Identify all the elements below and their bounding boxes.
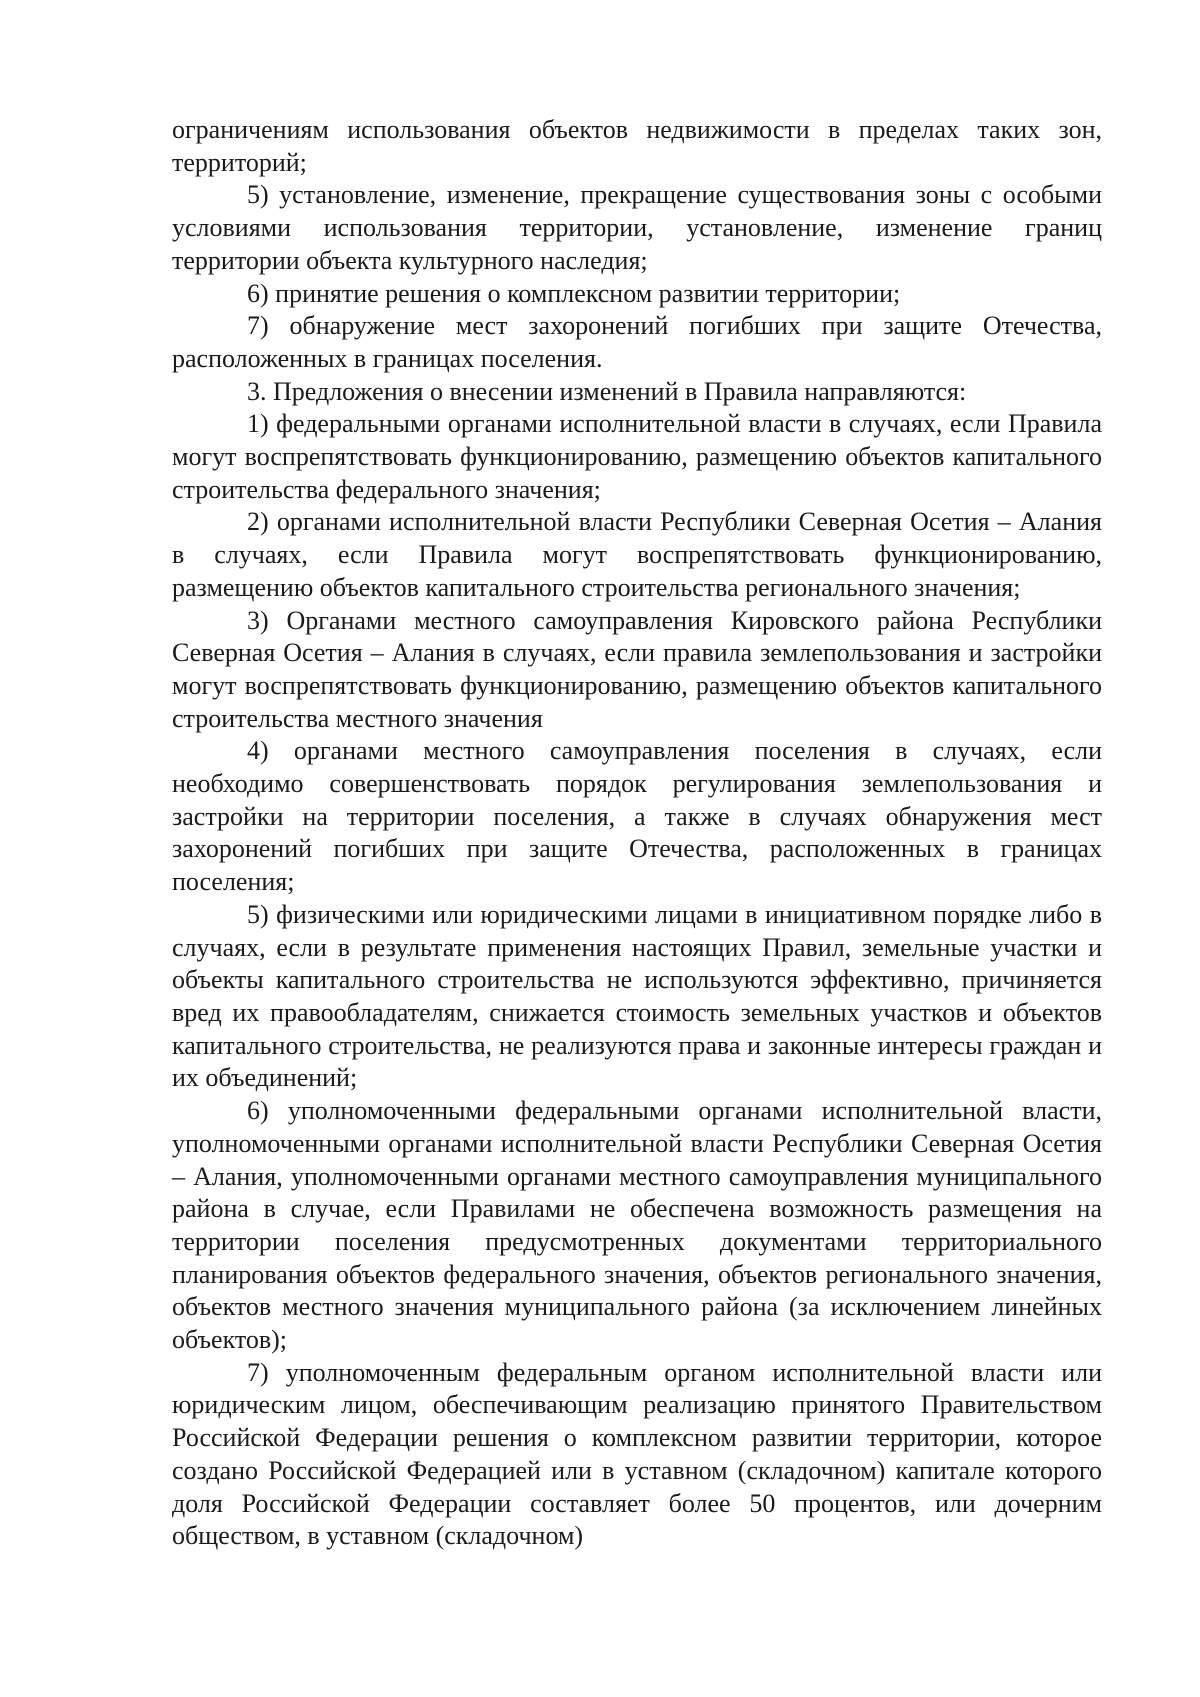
paragraph-proposal-6: 6) уполномоченными федеральными органами исполнительной власти, уполномоченными органами исполнительной власти Республики Северная Осетия – Алания, уполномоченными органами местного самоуправления муниципального района в случае, если Правилами не обеспечена возможность размещения на территории поселения предусмотренных документами территориального планирования объектов федерального значения, объектов регионального значения, объектов местного значения муниципального района (за исключением линейных объектов);: [172, 1096, 1102, 1355]
paragraph-item-7-burials: 7) обнаружение мест захоронений погибших при защите Отечества, расположенных в границах поселения.: [172, 311, 1102, 373]
document-body: [172, 114, 1102, 1553]
paragraph-proposal-3: 3) Органами местного самоуправления Кировского района Республики Северная Осетия – Алания в случаях, если правила землепользования и застройки могут воспрепятствовать функционированию, размещению объектов капитального строительства местного значения: [172, 605, 1102, 733]
paragraph-item-6-decision: 6) принятие решения о комплексном развитии территории;: [247, 278, 901, 308]
paragraph-proposal-7: 7) уполномоченным федеральным органом исполнительной власти или юридическим лицом, обеспечивающим реализацию принятого Правительством Российской Федерации решения о комплексном развитии территории, которое создано Российской Федерацией или в уставном (складочном) капитале которого доля Российской Федерации составляет более 50 процентов, или дочерним обществом, в уставном (складочном): [172, 1357, 1102, 1551]
paragraph-proposal-4: 4) органами местного самоуправления поселения в случаях, если необходимо совершенствовать порядок регулирования землепользования и застройки на территории поселения, а также в случаях обнаружения мест захоронений погибших при защите Отечества, расположенных в границах поселения;: [172, 736, 1102, 897]
paragraph-item-5-zones: 5) установление, изменение, прекращение существования зоны с особыми условиями использования территории, установление, изменение границ территории объекта культурного наследия;: [172, 180, 1102, 275]
paragraph-proposal-5: 5) физическими или юридическими лицами в инициативном порядке либо в случаях, если в результате применения настоящих Правил, земельные участки и объекты капитального строительства не используются эффективно, причиняется вред их правообладателям, снижается стоимость земельных участков и объектов капитального строительства, не реализуются права и законные интересы граждан и их объединений;: [172, 899, 1102, 1093]
paragraph-proposal-2: 2) органами исполнительной власти Республики Северная Осетия – Алания в случаях, если Правила могут воспрепятствовать функционированию, размещению объектов капитального строительства регионального значения;: [172, 507, 1102, 602]
paragraph-section-3-heading: 3. Предложения о внесении изменений в Правила направляются:: [247, 376, 967, 406]
paragraph-proposal-1: 1) федеральными органами исполнительной власти в случаях, если Правила могут воспрепятствовать функционированию, размещению объектов капитального строительства федерального значения;: [172, 409, 1102, 504]
paragraph-continuation: ограничениям использования объектов недвижимости в пределах таких зон, территорий;: [172, 115, 1102, 177]
